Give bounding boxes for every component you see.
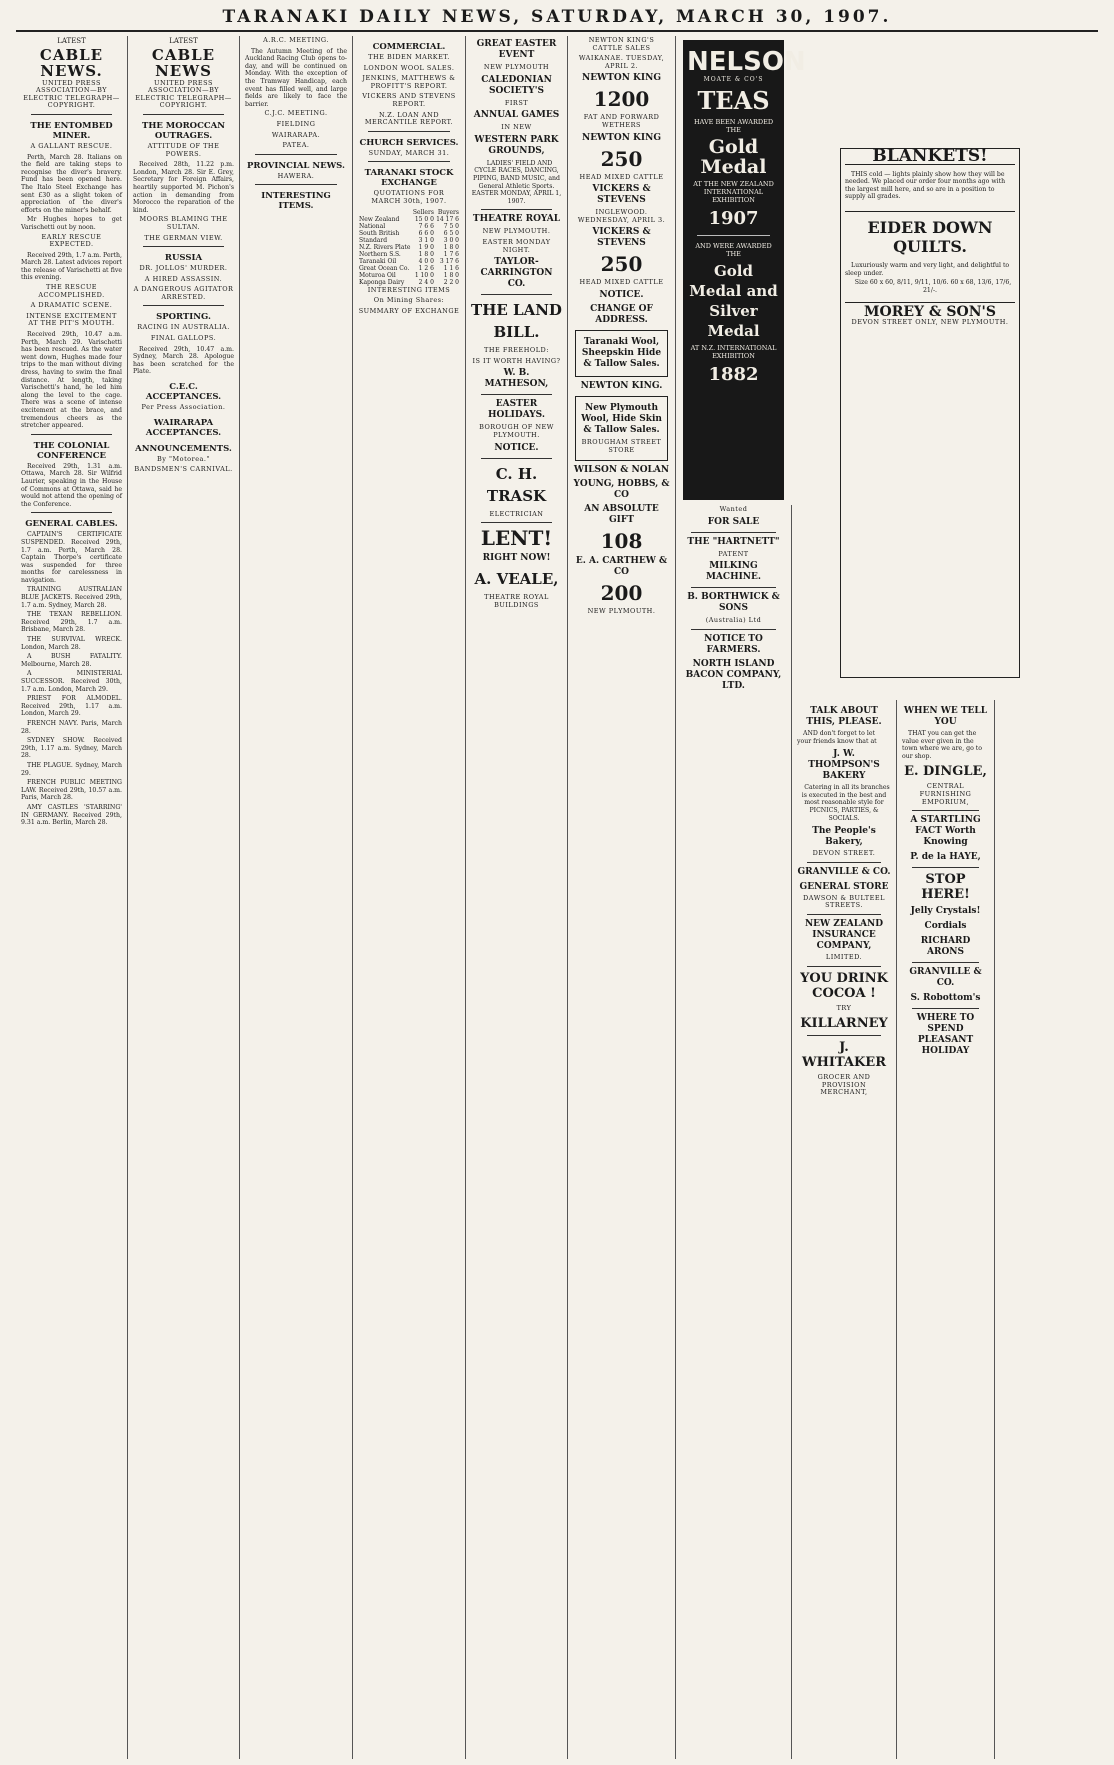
headline: YOUNG, HOBBS, & CO	[573, 479, 670, 501]
rule	[31, 114, 112, 115]
headline: LENT!	[480, 526, 553, 551]
ad-heading: J. W. THOMPSON'S BAKERY	[808, 749, 880, 782]
service-line: UNITED PRESS ASSOCIATION—BY ELECTRIC TELEGRAPH—COPYRIGHT.	[23, 78, 120, 110]
ad-text: AT N.Z. INTERNATIONAL EXHIBITION	[690, 344, 777, 360]
headline: ANNUAL GAMES	[473, 110, 560, 121]
table-cell: Taranaki Oil	[359, 257, 397, 265]
headline: NEWTON KING.	[580, 380, 663, 391]
headline: GREAT EASTER EVENT	[476, 39, 557, 60]
subhead: INTERESTING ITEMS	[367, 285, 451, 294]
table-cell: 3 17 6	[439, 257, 459, 265]
headline: TARANAKI STOCK EXCHANGE	[364, 168, 454, 189]
paragraph: THIS cold — lights plainly show how they will be needed. We placed our order four months ago with the largest mill here, and so are in a position to supply all grades.	[845, 170, 1006, 201]
table-cell: Great Ocean Co.	[359, 264, 410, 272]
ad-heading: GENERAL STORE	[799, 881, 889, 892]
table-cell: 6 5 0	[443, 229, 459, 237]
table-cell: N.Z. Rivers Plate	[359, 243, 411, 251]
paragraph: AMY CASTLES 'STARRING' IN GERMANY. Received 29th, 9.31 a.m. Berlin, March 28.	[21, 803, 122, 827]
headline: CALEDONIAN SOCIETY'S	[481, 74, 552, 96]
award-year: 1907	[708, 208, 759, 229]
headline: VICKERS & STEVENS	[592, 184, 651, 206]
subhead: ATTITUDE OF THE POWERS.	[147, 141, 220, 158]
ad-heading: GRANVILLE & CO.	[909, 967, 982, 989]
subhead: THE FREEHOLD:	[484, 346, 549, 355]
table-header: Sellers	[412, 208, 434, 216]
subhead: By "Motorea."	[157, 454, 210, 463]
ad-heading: Cordials	[924, 921, 967, 932]
table-cell: 3 1 0	[418, 236, 434, 244]
brand-name: NELSON	[687, 47, 806, 77]
subhead: A DANGEROUS AGITATOR ARRESTED.	[133, 285, 234, 301]
masthead: TARANAKI DAILY NEWS, SATURDAY, MARCH 30, 1907.	[16, 4, 1098, 32]
column-cable-news-2	[128, 36, 240, 1759]
big-number: 200	[600, 581, 643, 606]
subhead: RACING IN AUSTRALIA.	[137, 323, 230, 332]
table-cell: Moturoa Oil	[359, 271, 396, 279]
table-row	[358, 251, 460, 258]
paragraph: Luxuriously warm and very light, and delightful to sleep under.	[845, 261, 1010, 277]
subhead: ELECTRICIAN	[489, 509, 544, 518]
rule	[481, 458, 552, 459]
ad-heading: E. DINGLE,	[904, 764, 987, 780]
product-name: TEAS	[697, 86, 770, 115]
paragraph: FRENCH NAVY. Paris, March 28.	[21, 719, 122, 735]
paragraph: Received 29th, 10.47 a.m. Sydney, March 28. Apologue has been scratched for the Plate.	[133, 345, 234, 376]
headline: THE COLONIAL CONFERENCE	[33, 440, 110, 461]
ad-heading: Jelly Crystals!	[910, 906, 981, 917]
big-number: 108	[600, 529, 643, 554]
rule	[255, 154, 337, 155]
headline: SPORTING.	[156, 312, 211, 323]
headline: A. VEALE,	[474, 570, 559, 589]
table-cell: 2 2 0	[443, 278, 459, 286]
rule	[912, 810, 979, 811]
ad-heading: The People's Bakery,	[812, 826, 876, 848]
ad-heading: NEW ZEALAND INSURANCE COMPANY,	[804, 918, 884, 951]
table-cell: Standard	[359, 236, 388, 244]
ad-box	[575, 330, 668, 377]
paragraph: Received 29th, 1.7 a.m. Perth, March 28. Latest advices report the release of Varischetti at five this evening.	[21, 251, 122, 282]
paragraph: TRAINING AUSTRALIAN BLUE JACKETS. Received 29th, 1.7 a.m. Sydney, March 28.	[21, 586, 122, 609]
big-number: 1200	[593, 87, 650, 112]
rule	[368, 161, 450, 162]
table-cell: South British	[359, 229, 400, 237]
service-line: UNITED PRESS ASSOCIATION—BY ELECTRIC TELEGRAPH—COPYRIGHT.	[135, 78, 232, 110]
paragraph: Received 28th, 11.22 p.m. London, March 28. Sir E. Grey, Secretary for Foreign Affairs, heartily supported M. Pichon's action in demanding from Morocco the reparation of the kind.	[133, 161, 234, 214]
subhead: JENKINS, MATTHEWS & PROFITT'S REPORT.	[362, 74, 456, 90]
subhead: C.J.C. MEETING.	[264, 109, 328, 118]
rule	[481, 394, 552, 395]
subhead: NEW PLYMOUTH	[483, 63, 550, 71]
subhead: On Mining Shares:	[373, 296, 445, 305]
headline: ANNOUNCEMENTS.	[135, 443, 232, 454]
table-row	[358, 265, 460, 272]
rule	[143, 114, 224, 115]
subhead: DR. JOLLOS' MURDER.	[139, 264, 228, 273]
ad-heading: J. WHITAKER	[801, 1040, 887, 1071]
table-cell: Kaponga Dairy	[359, 278, 405, 286]
subhead: CENTRAL FURNISHING EMPORIUM,	[919, 782, 972, 806]
rule	[255, 184, 337, 185]
rule	[143, 246, 224, 247]
rule	[143, 305, 224, 306]
rule	[368, 131, 450, 132]
headline: FOR SALE	[707, 516, 760, 527]
subhead: A DRAMATIC SCENE.	[30, 301, 113, 310]
subhead: DEVON STREET ONLY, NEW PLYMOUTH.	[851, 317, 1009, 326]
paragraph: THE TEXAN REBELLION. Received 29th, 1.7 a.m. Brisbane, March 28.	[21, 611, 122, 634]
kicker: LATEST	[169, 37, 198, 45]
subhead: DEVON STREET.	[812, 849, 876, 858]
subhead: N.Z. LOAN AND MERCANTILE REPORT.	[364, 110, 454, 127]
headline: THEATRE ROYAL	[472, 214, 561, 225]
paragraph: AND don't forget to let your friends know that at	[797, 730, 877, 745]
headline: W. B. MATHESON,	[484, 368, 549, 390]
table-cell: 1 8 0	[443, 271, 459, 279]
subhead: TRY	[836, 1003, 852, 1012]
ad-heading: WHERE TO SPEND PLEASANT HOLIDAY	[916, 1013, 975, 1057]
subhead: A GALLANT RESCUE.	[30, 141, 113, 150]
subhead: FIRST	[504, 98, 529, 107]
table-row	[358, 237, 460, 244]
ad-text: HAVE BEEN AWARDED THE	[693, 118, 774, 134]
paragraph: SYDNEY SHOW. Received 29th, 1.17 a.m. Sydney, March 28.	[21, 737, 122, 760]
headline: NOTICE.	[494, 442, 539, 453]
headline: THE MOROCCAN OUTRAGES.	[142, 120, 225, 141]
ad-heading: S. Robottom's	[910, 993, 981, 1004]
award-title: Gold Medal and Silver Medal	[689, 262, 778, 340]
paragraph: Perth, March 28. Italians on the field are taking steps to recognise the diver's bravery. Fund has been opened here. The Italo Steel Exchange has sent £30 as a slight token of appreciation of the diver's efforts on the miner's behalf.	[21, 153, 122, 214]
headline: C. H. TRASK	[486, 464, 547, 505]
table-header-row	[358, 209, 460, 216]
column-stock-sales	[568, 36, 676, 1759]
paragraph: FRENCH PUBLIC MEETING LAW. Received 29th, 10.57 a.m. Paris, March 28.	[21, 779, 122, 802]
subhead: EARLY RESCUE EXPECTED.	[41, 232, 102, 249]
rule	[481, 209, 552, 210]
table-cell: 1 8 0	[443, 243, 459, 251]
column-cable-news-1	[16, 36, 128, 1759]
table-cell: 7 6 6	[418, 222, 434, 230]
subhead: Wanted	[719, 505, 748, 513]
ad-heading: RICHARD ARONS	[920, 936, 971, 958]
subhead: HEAD MIXED CATTLE	[579, 172, 664, 181]
headline: NEWTON KING	[581, 132, 662, 143]
table-cell: 1 8 0	[418, 250, 434, 258]
subhead: Per Press Association.	[141, 403, 226, 412]
headline: CHANGE OF ADDRESS.	[590, 303, 653, 325]
subhead: HEAD MIXED CATTLE	[579, 278, 664, 287]
award-year: 1882	[708, 364, 759, 385]
paragraph: THE PLAGUE. Sydney, March 29.	[21, 761, 122, 777]
headline: NEWTON KING	[581, 73, 662, 84]
table-row	[358, 216, 460, 223]
subhead: LONDON WOOL SALES.	[363, 63, 455, 72]
subhead: LIMITED.	[825, 952, 863, 961]
blankets-ad	[840, 148, 1020, 678]
subhead: IN NEW	[501, 123, 532, 132]
paragraph: Received 29th, 10.47 a.m. Perth, March 29. Varischetti has been rescued. As the water went down, Hughes made four trips to the man without diving dress, having to swim the final distance. At length, taking Varischetti's hand, he led him along the level to the cage. There was a scene of intense excitement at the brace, and tremendous cheers as the stretcher appeared.	[21, 331, 122, 430]
headline: GENERAL CABLES.	[25, 519, 118, 530]
paragraph: Mr Hughes hopes to get Varischetti out by noon.	[21, 216, 122, 231]
ad-heading: MOREY & SON'S	[845, 302, 1015, 317]
rule	[31, 434, 112, 435]
headline: B. BORTHWICK & SONS	[687, 592, 780, 614]
ad-heading: GRANVILLE & CO.	[797, 866, 891, 877]
ad-box	[575, 396, 668, 461]
headline: THE ENTOMBED MINER.	[30, 120, 113, 141]
headline: INTERESTING ITEMS.	[261, 191, 331, 212]
paragraph: LADIES' FIELD AND CYCLE RACES, DANCING, PIPING, BAND MUSIC, and General Athletic Sports. EASTER MONDAY, APRIL 1, 1907.	[471, 159, 562, 205]
table-cell: 1 9 0	[418, 243, 434, 251]
headline: MILKING MACHINE.	[705, 561, 762, 583]
subhead: BROUGHAM STREET STORE	[581, 437, 662, 454]
ad-heading: YOU DRINK COCOA !	[800, 970, 888, 1001]
table-cell: 1 2 6	[418, 264, 434, 272]
rule	[807, 862, 881, 863]
subhead: BANDSMEN'S CARNIVAL.	[134, 465, 233, 474]
table-row	[358, 258, 460, 265]
rule	[807, 1035, 881, 1036]
brand-sub: MOATE & CO'S	[703, 76, 764, 83]
table-cell: 2 4 0	[418, 278, 434, 286]
subhead: (Australia) Ltd	[705, 616, 762, 625]
subhead: HAWERA.	[277, 171, 315, 180]
subhead: FINAL GALLOPS.	[150, 334, 217, 343]
subhead: PATENT	[718, 549, 749, 558]
subhead: DAWSON & BULTEEL STREETS.	[803, 893, 885, 910]
paragraph: Received 29th, 1.31 a.m. Ottawa, March 28. Sir Wilfrid Laurier, speaking in the House of Commons at Ottawa, said he would not attend the opening of the Conference.	[21, 462, 122, 508]
paragraph: THAT you can get the value ever given in the town where we are, go to our shop.	[902, 730, 983, 760]
rule	[807, 966, 881, 967]
table-cell: 15 0 0	[414, 215, 434, 223]
big-number: 250	[600, 146, 643, 171]
section-title: CABLE NEWS	[151, 45, 216, 80]
subhead: GROCER AND PROVISION MERCHANT,	[817, 1073, 871, 1097]
table-cell: 1 10 0	[414, 271, 434, 279]
headline: WAIRARAPA ACCEPTANCES.	[145, 417, 222, 438]
subhead: FAT AND FORWARD WETHERS	[583, 113, 660, 129]
rule	[31, 512, 112, 513]
headline: CHURCH SERVICES.	[359, 137, 459, 148]
paragraph: A BUSH FATALITY. Melbourne, March 28.	[21, 653, 122, 668]
subhead: A.R.C. MEETING.	[263, 36, 329, 44]
table-row	[358, 244, 460, 251]
paragraph: Catering in all its branches is executed in the best and most reasonable style for PICNICS, PARTIES, & SOCIALS.	[801, 784, 890, 822]
subhead: BOROUGH OF NEW PLYMOUTH.	[479, 423, 554, 439]
stock-quotations-table	[358, 209, 460, 286]
table-cell: 1 7 6	[443, 250, 459, 258]
subhead: QUOTATIONS FOR MARCH 30th, 1907.	[371, 189, 447, 205]
headline: THE "HARTNETT"	[687, 536, 780, 547]
ad-heading: STOP HERE!	[921, 872, 970, 903]
rule	[481, 294, 552, 295]
table-cell: 14 17 6	[436, 215, 459, 223]
table-cell: New Zealand	[359, 215, 400, 223]
rule	[691, 532, 776, 533]
headline: PROVINCIAL NEWS.	[247, 160, 345, 171]
ad-title: BLANKETS!	[845, 153, 1015, 165]
nelson-teas-ad	[683, 40, 806, 500]
subhead: NEW PLYMOUTH.	[482, 227, 551, 236]
subhead: THE GERMAN VIEW.	[144, 233, 223, 242]
ad-heading: EIDER DOWN QUILTS.	[845, 211, 1015, 256]
award-title: Gold Medal	[700, 136, 767, 178]
divider	[697, 235, 770, 236]
subhead: THEATRE ROYAL BUILDINGS	[484, 593, 549, 609]
rule	[691, 629, 776, 630]
ad-title: WHEN WE TELL YOU	[903, 706, 988, 727]
rule	[912, 962, 979, 963]
table-cell: 7 5 0	[443, 222, 459, 230]
ad-column-2	[897, 700, 995, 1759]
subhead: A HIRED ASSASSIN.	[144, 274, 223, 283]
headline: RUSSIA	[164, 253, 203, 264]
subhead: FIELDING	[276, 119, 316, 128]
paragraph: Size 60 x 60, 8/11, 9/11, 10/6. 60 x 68, 13/6, 17/6, 21/-.	[854, 279, 1012, 294]
kicker: LATEST	[57, 37, 86, 45]
table-cell: National	[359, 222, 386, 230]
headline: VICKERS & STEVENS	[592, 227, 651, 249]
subhead: INGLEWOOD. WEDNESDAY, APRIL 3.	[577, 208, 666, 224]
rule	[691, 587, 776, 588]
headline: COMMERCIAL.	[372, 42, 446, 52]
ad-heading: P. de la HAYE,	[910, 852, 981, 863]
subhead: THE BIDEN MARKET.	[368, 53, 450, 61]
ad-heading: A STARTLING FACT Worth Knowing	[910, 815, 981, 848]
paragraph: A MINISTERIAL SUCCESSOR. Received 30th, 1.7 a.m. London, March 29.	[21, 670, 122, 693]
headline: EASTER HOLIDAYS.	[488, 399, 545, 421]
rule	[807, 914, 881, 915]
headline: C.E.C. ACCEPTANCES.	[145, 382, 222, 403]
column-classifieds	[676, 505, 792, 1759]
table-cell: 6 6 0	[418, 229, 434, 237]
table-header	[358, 209, 412, 216]
section-title: CABLE NEWS.	[39, 45, 104, 80]
subhead: NEW PLYMOUTH.	[587, 607, 656, 616]
headline: Taranaki Wool, Sheepskin Hide & Tallow Sales.	[581, 336, 662, 369]
rule	[912, 1008, 979, 1009]
paragraph: THE SURVIVAL WRECK. London, March 28.	[21, 636, 122, 651]
subhead: RIGHT NOW!	[482, 553, 551, 564]
headline: E. A. CARTHEW & CO	[575, 556, 668, 578]
column-sporting	[240, 36, 353, 1759]
table-header: Buyers	[437, 208, 459, 216]
column-commercial	[353, 36, 466, 1759]
table-row	[358, 230, 460, 237]
subhead: PATEA.	[282, 141, 310, 150]
rule	[912, 867, 979, 868]
headline: WILSON & NOLAN	[573, 465, 670, 476]
table-row	[358, 279, 460, 286]
table-cell: 1 1 6	[443, 264, 459, 272]
headline: TAYLOR-CARRINGTON CO.	[480, 257, 553, 290]
table-row	[358, 272, 460, 279]
headline: THE LAND BILL.	[471, 301, 562, 342]
table-cell: Northern S.S.	[359, 250, 401, 258]
headline: New Plymouth Wool, Hide Skin & Tallow Sales.	[581, 402, 662, 435]
subhead: SUMMARY OF EXCHANGE	[358, 306, 460, 315]
subhead: WAIKANAE. TUESDAY, APRIL 2.	[578, 54, 665, 70]
ad-text: AT THE NEW ZEALAND INTERNATIONAL EXHIBITION	[693, 180, 774, 204]
ad-title: TALK ABOUT THIS, PLEASE.	[806, 706, 882, 727]
subhead: WAIRARAPA.	[271, 130, 321, 139]
subhead: IS IT WORTH HAVING?	[472, 356, 561, 365]
headline: NEWTON KING'S CATTLE SALES	[588, 36, 655, 52]
paragraph: The Autumn Meeting of the Auckland Racing Club opens to-day, and will be continued on Monday. With the exception of the Tramway Handicap, each event has filled well, and large fields are likely to face the barrier.	[245, 47, 347, 108]
table-cell: 3 0 0	[443, 236, 459, 244]
rule	[481, 522, 552, 523]
big-number: 250	[600, 252, 643, 277]
table-row	[358, 223, 460, 230]
subhead: INTENSE EXCITEMENT AT THE PIT'S MOUTH.	[26, 311, 117, 328]
ad-column-1	[792, 700, 897, 1759]
ad-column-3	[995, 700, 1107, 1759]
paragraph: PRIEST FOR ALMODEL. Received 29th, 1.17 a.m. London, March 29.	[21, 695, 122, 718]
ad-heading: KILLARNEY	[800, 1016, 888, 1032]
table-cell: 4 0 0	[418, 257, 434, 265]
headline: WESTERN PARK GROUNDS,	[474, 134, 559, 156]
headline: NOTICE TO FARMERS.	[704, 633, 763, 655]
subhead: SUNDAY, MARCH 31.	[368, 148, 450, 157]
column-notices	[466, 36, 568, 1759]
paragraph: CAPTAIN'S CERTIFICATE SUSPENDED. Received 29th, 1.7 a.m. Perth, March 28. Captain Thorpe's certificate was suspended for three months for carelessness in navigation.	[21, 531, 122, 584]
headline: NORTH ISLAND BACON COMPANY, LTD.	[685, 658, 782, 691]
headline: NOTICE.	[599, 289, 644, 300]
subhead: EASTER MONDAY NIGHT.	[482, 237, 551, 254]
headline: AN ABSOLUTE GIFT	[584, 504, 659, 526]
ad-text: AND WERE AWARDED THE	[695, 242, 772, 258]
subhead: VICKERS AND STEVENS REPORT.	[362, 92, 456, 108]
subhead: MOORS BLAMING THE SULTAN.	[139, 215, 228, 231]
subhead: THE RESCUE ACCOMPLISHED.	[38, 283, 105, 299]
